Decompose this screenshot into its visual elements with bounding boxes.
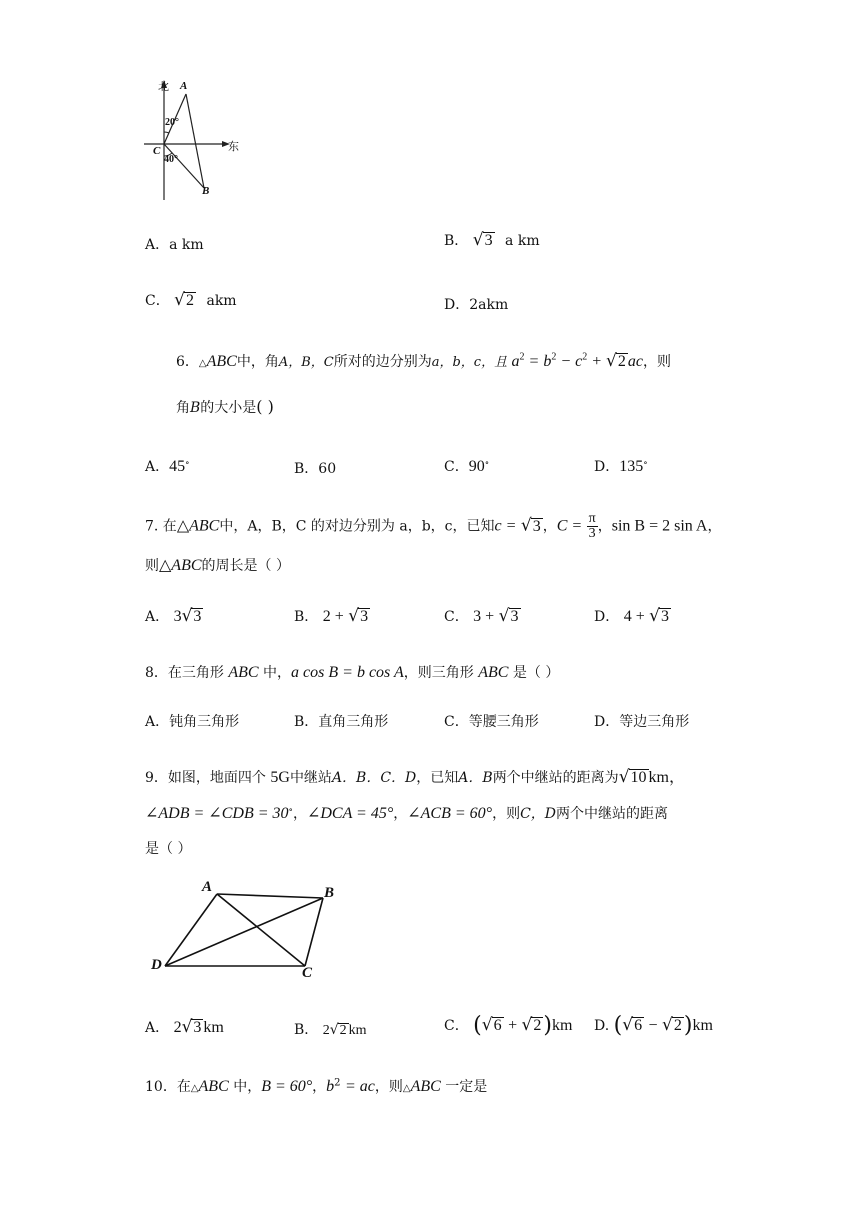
option-letter: C． [444, 1018, 469, 1034]
radicand: 3 [532, 517, 541, 535]
c-equals: c = [494, 517, 517, 535]
cd-vars: C，D [520, 806, 557, 822]
q9-option-c[interactable]: C． (√6 + √2)km [444, 1013, 573, 1038]
angle-var: B [190, 400, 201, 416]
side-b: b [326, 1078, 335, 1095]
operator: + [508, 1017, 518, 1034]
option-letter: C． [444, 609, 469, 625]
angle-c-equals: C = [556, 517, 583, 535]
q6-stem-line1: 6．△ABC中，角A，B，C所对的边分别为a，b，c，且 $a^2 = b^2 - c^2 + √2$ ac，则 [176, 351, 671, 371]
option-text: 直角三角形 [318, 714, 389, 730]
q6-option-d[interactable]: D．135∘ [594, 458, 648, 475]
q9-option-b[interactable]: B． 2√2 km [294, 1022, 367, 1038]
option-tail: km [692, 1017, 713, 1034]
option-text: 钝角三角形 [169, 714, 240, 730]
north-label: 北 [158, 80, 169, 93]
text: 中， [263, 665, 292, 681]
option-letter: A． [145, 609, 170, 625]
radicand: 3 [484, 232, 493, 249]
radicand: 6 [634, 1017, 643, 1034]
east-label: 东 [228, 140, 239, 153]
side-vars: a，b，c，且 [431, 355, 508, 370]
text: 两个中继站的距离 [556, 806, 669, 822]
q6-option-c[interactable]: C．90∘ [444, 458, 490, 475]
option-letter: C． [444, 459, 469, 475]
angle-condition: B = 60° [261, 1078, 313, 1095]
radicand: 2 [186, 292, 195, 309]
point-b-label: B [324, 885, 335, 901]
option-tail: km [551, 1017, 573, 1034]
triangle-name: ABC [478, 664, 509, 681]
q7-option-d[interactable]: D． 4 + √3 [594, 606, 670, 626]
point-c-label: C [153, 145, 161, 157]
text: 所对的边分别为 [333, 354, 432, 370]
option-letter: D． [444, 297, 470, 313]
q9-option-a[interactable]: A． 2√3 km [145, 1017, 224, 1037]
text: 中，角 [236, 354, 279, 370]
triangle-name: ABC [228, 664, 259, 681]
q6-option-a[interactable]: A．45∘ [145, 458, 190, 475]
q9-option-d[interactable]: D. (√6 − √2)km [594, 1013, 713, 1038]
radicand: 2 [533, 1017, 542, 1034]
q6-stem-line2 [176, 397, 274, 417]
option-letter: D． [594, 459, 620, 475]
q8-option-d[interactable] [594, 711, 689, 731]
cosine-relation: a cos B = b cos A [291, 664, 404, 681]
side-relation: = ac [345, 1078, 375, 1095]
option-tail: akm [206, 293, 237, 309]
answer-paren: ( ) [256, 397, 274, 416]
text: 中继站 [289, 770, 332, 786]
option-letter: D． [594, 609, 620, 625]
text: 的大小是 [200, 400, 257, 416]
option-text: 2akm [469, 297, 509, 313]
radicand: 3 [661, 608, 670, 625]
text: 一定是 [445, 1079, 488, 1095]
radicand: 2 [339, 1023, 347, 1038]
option-tail: a km [505, 233, 540, 249]
option-letter: C． [145, 293, 170, 309]
angle-eq-1: ∠ADB = ∠CDB = 30 [145, 805, 289, 822]
option-letter: B． [294, 714, 319, 730]
option-letter: D. [594, 1018, 610, 1034]
option-pre: 2 [322, 1023, 330, 1038]
q9-stem-line2: ∠ADB = ∠CDB = 30∘，∠DCA = 45°，∠ACB = 60°，则C，D两个中继站的距离 [145, 805, 669, 822]
point-a-label: A [202, 879, 213, 895]
option-value: 90 [468, 458, 485, 475]
text: 是（ ） [512, 665, 560, 681]
point-b-label: B [202, 185, 210, 197]
text: ，则三角形 [403, 665, 474, 681]
fiveg: 5G [270, 769, 290, 786]
q9-stem-line3: 是（ ） [145, 841, 192, 857]
q7-option-b[interactable]: B． 2 + √3 [294, 606, 369, 626]
radicand: 6 [493, 1017, 502, 1034]
option-pre: 3 [173, 608, 182, 625]
q8-option-c[interactable] [444, 711, 539, 731]
point-c-label: C [302, 965, 313, 981]
q5-option-c[interactable]: C． √2 akm [145, 290, 237, 310]
option-text: a km [169, 237, 204, 253]
question-number: 8．在三角形 [145, 665, 224, 681]
q10-stem: 10．在△ABC 中，B = 60°，$b^2$ = ac，则△ABC 一定是 [145, 1077, 488, 1095]
text: 两个中继站的距离为 [492, 770, 619, 786]
question-number: 6． [176, 354, 199, 370]
q8-option-a[interactable] [145, 711, 239, 731]
option-letter: B． [294, 1022, 319, 1038]
option-letter: A． [145, 714, 170, 730]
point-d-label: D [151, 957, 162, 973]
radicand: 3 [360, 608, 369, 625]
option-value: 135 [619, 458, 644, 475]
pi-over-3: $\frac{\pi}{3}$ [588, 511, 596, 541]
option-value: 60 [318, 461, 337, 477]
point-a-label: A [180, 80, 188, 92]
text: 的周长是（ ） [201, 558, 290, 574]
radicand: 3 [510, 608, 519, 625]
q7-option-a[interactable]: A． 3√3 [145, 606, 202, 626]
option-text: 等边三角形 [619, 714, 690, 730]
km-unit: km， [648, 769, 685, 786]
text: ，则 [374, 1079, 403, 1095]
text: ，则 [643, 354, 671, 370]
triangle-name: △ABC [176, 517, 220, 535]
radicand: 3 [193, 1019, 202, 1036]
q9-stem-line1: 9．如图，地面四个 5G中继站A．B．C．D，已知A．B两个中继站的距离为√10 km， [145, 767, 685, 787]
triangle-name: △ABC [159, 557, 202, 574]
angle-eq-3: ∠ACB = 60° [407, 805, 493, 822]
q5-option-b[interactable]: B． √3 a km [444, 230, 540, 250]
text: ，则 [492, 806, 521, 822]
triangle-name: ABC [198, 1078, 229, 1095]
option-value: 45 [169, 458, 186, 475]
quadrilateral-figure [145, 878, 345, 988]
q6-option-b[interactable] [294, 458, 336, 478]
text: 则 [145, 558, 159, 574]
q5-option-d[interactable] [444, 294, 508, 314]
option-letter: C． [444, 714, 469, 730]
text: 中， [233, 1079, 262, 1095]
option-letter: A． [145, 1020, 170, 1036]
radicand: 2 [673, 1017, 682, 1034]
equation: $a^2 = b^2 - c^2 + √2$ ac [511, 351, 643, 371]
option-pre: 4 + [623, 608, 645, 625]
option-letter: D． [594, 714, 620, 730]
option-text: 等腰三角形 [468, 714, 539, 730]
q7-option-c[interactable]: C． 3 + √3 [444, 606, 519, 626]
triangle-name: ABC [410, 1078, 441, 1095]
radicand: 10 [630, 769, 647, 786]
triangle-name: ABC [206, 353, 237, 370]
option-letter: B． [294, 461, 319, 477]
text: ，已知 [416, 770, 459, 786]
q8-stem [145, 662, 559, 682]
q5-option-a[interactable] [145, 234, 204, 254]
option-tail: km [203, 1019, 224, 1036]
option-pre: 3 + [473, 608, 495, 625]
question-number: 10．在 [145, 1079, 191, 1095]
q7-stem-line2 [145, 555, 290, 575]
station-vars: A．B．C．D [331, 770, 417, 786]
angle-eq-2: ∠DCA = 45° [306, 805, 394, 822]
angle-40-label: 40° [164, 154, 178, 165]
sine-relation: sin B = 2 sin A [611, 517, 708, 535]
radicand: 3 [193, 608, 202, 625]
option-letter: B． [294, 609, 319, 625]
option-tail: km [348, 1023, 367, 1038]
ab-vars: A．B [458, 770, 493, 786]
option-letter: A． [145, 459, 170, 475]
text: 角 [176, 400, 190, 416]
q8-option-b[interactable] [294, 711, 388, 731]
angle-20-label: 20° [165, 117, 179, 128]
text: 中，A，B，C 的对边分别为 a，b，c，已知 [219, 518, 495, 535]
option-pre: 2 [173, 1019, 182, 1036]
vertex-vars: A，B，C [278, 355, 334, 370]
question-number: 9．如图，地面四个 [145, 770, 266, 786]
question-number: 7. 在 [145, 518, 177, 535]
option-letter: B． [444, 233, 469, 249]
operator: − [648, 1017, 658, 1034]
option-pre: 2 + [322, 608, 344, 625]
q7-stem-line1: 7. 在△ABC中，A，B，C 的对边分别为 a，b，c，已知c = √3 ，C = $\frac{\pi}{3}$ ，sin B = 2 sin A， [145, 511, 722, 541]
option-letter: A． [145, 237, 170, 253]
